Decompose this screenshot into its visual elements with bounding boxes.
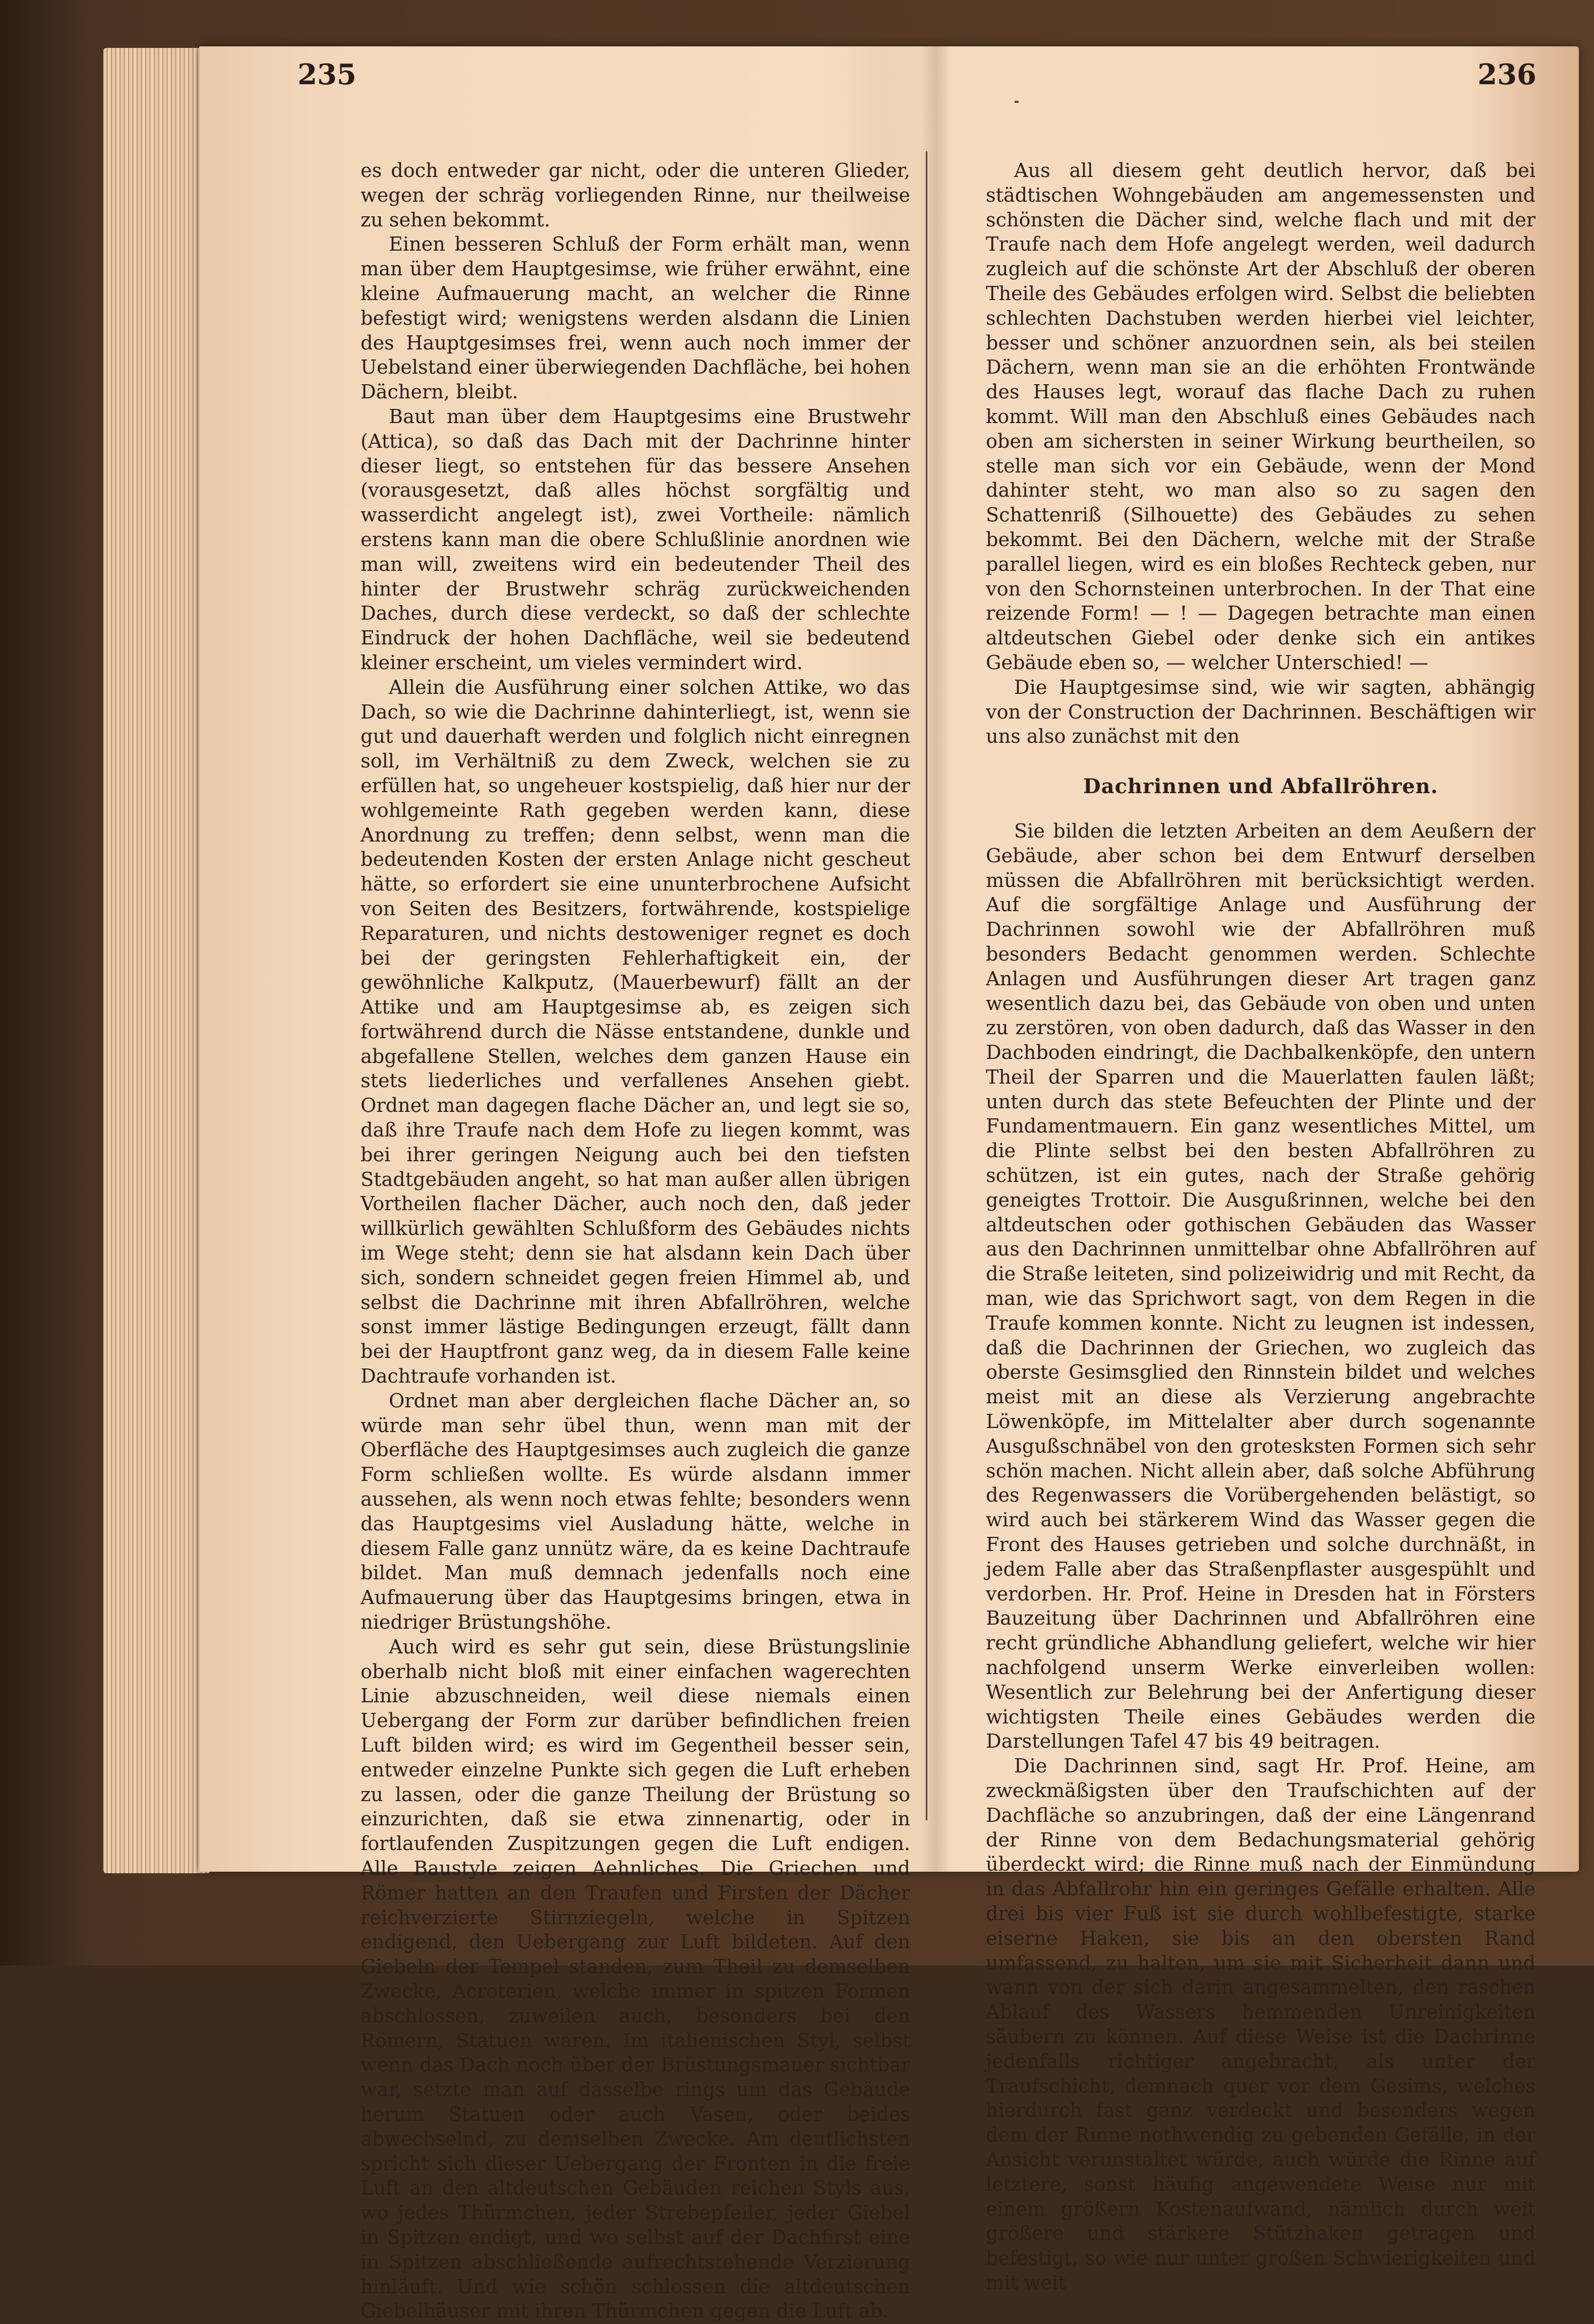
book-gutter [920, 46, 951, 1872]
paragraph: Ordnet man aber dergleichen flache Dächer an, so würde man sehr übel thun, wenn man mit der Oberfläche des Hauptgesimses auch zugleich die ganze Form schließen wollte. Es würde alsdann immer aussehen, als wenn noch etwas fehlte; besonders wenn das Hauptgesims viel Ausladung hätte, welche in diesem Falle ganz unnütz wäre, da es keine Dachtraufe bildet. Man muß demnach jedenfalls noch eine Aufmauerung über das Hauptgesims bringen, etwa in niedriger Brüstungshöhe. [361, 1390, 910, 1634]
left-text-column [361, 159, 910, 2324]
paragraph: Baut man über dem Hauptgesims eine Brustwehr (Attica), so daß das Dach mit der Dachrinne hinter dieser liegt, so entstehen für das bessere Ansehen (vorausgesetzt, daß alles höchst sorgfältig und wasserdicht angelegt ist), zwei Vortheile: nämlich erstens kann man die obere Schlußlinie anordnen wie man will, zweitens wird ein bedeutender Theil des hinter der Brustwehr schräg zurückweichenden Daches, durch diese verdeckt, so daß der schlechte Eindruck der hohen Dachfläche, weil sie bedeutend kleiner erscheint, um vieles vermindert wird. [361, 405, 910, 674]
paragraph: Auch wird es sehr gut sein, diese Brüstungslinie oberhalb nicht bloß mit einer einfachen wagerechten Linie abzuschneiden, weil diese niemals einen Uebergang der Form zur darüber befindlichen freien Luft bilden wird; es wird im Gegentheil besser sein, entweder einzelne Punkte sich gegen die Luft erheben zu lassen, oder die ganze Theilung der Brüstung so einzurichten, daß sie etwa zinnenartig, oder in fortlaufenden Zuspitzungen gegen die Luft endigen. Alle Baustyle zeigen Aehnliches. Die Griechen und Römer hatten an den Traufen und Firsten der Dächer reichverzierte Stirnziegeln, welche in Spitzen endigend, den Uebergang zur Luft bildeten. Auf den Giebeln der Tempel standen, zum Theil zu demselben Zwecke, Acroterien, welche immer in spitzen Formen abschlossen, zuweilen auch, besonders bei den Römern, Statuen waren. Im italienischen Styl, selbst wenn das Dach noch über der Brüstungsmauer sichtbar war, setzte man auf dasselbe rings um das Gebäude herum Statuen oder auch Vasen, oder beides abwechselnd, zu demselben Zwecke. Am deutlichsten spricht sich dieser Uebergang der Fronten in die freie Luft an den altdeutschen Gebäuden reichen Styls aus, wo jedes Thürmchen, jeder Strebepfeiler, jeder Giebel in Spitzen endigt, und wo selbst auf der Dachfirst eine in Spitzen abschließende aufrechtstehende Verzierung hinläuft. Und wie schön schlossen die altdeutschen Giebelhäuser mit ihren Thürmchen gegen die Luft ab. [361, 1636, 910, 2323]
paragraph: Allein die Ausführung einer solchen Attike, wo das Dach, so wie die Dachrinne dahinterliegt, ist, wenn sie gut und dauerhaft werden und folglich nicht einregnen soll, im Verhältniß zu dem Zweck, welchen sie zu erfüllen hat, so ungeheuer kostspielig, daß hier nur der wohlgemeinte Rath gegeben werden kann, diese Anordnung zu treffen; denn selbst, wenn man die bedeutenden Kosten der ersten Anlage nicht gescheut hätte, so erfordert sie eine ununterbrochene Aufsicht von Seiten des Besitzers, fortwährende, kostspielige Reparaturen, und nichts destoweniger regnet es doch bei der geringsten Fehlerhaftigkeit ein, der gewöhnliche Kalkputz, (Mauerbewurf) fällt an der Attike und am Hauptgesimse ab, es zeigen sich fortwährend durch die Nässe entstandene, dunkle und abgefallene Stellen, welches dem ganzen Hause ein stets liederliches und verfallenes Ansehen giebt. Ordnet man dagegen flache Dächer an, und legt sie so, daß ihre Traufe nach dem Hofe zu liegen kommt, was bei ihrer geringen Neigung auch bei den tiefsten Stadtgebäuden angeht, so hat man außer allen übrigen Vortheilen flacher Dächer, auch noch den, daß jeder willkürlich gewählten Schlußform des Gebäudes nichts im Wege steht; denn sie hat alsdann kein Dach über sich, sondern schneidet gegen freien Himmel ab, und selbst die Dachrinne mit ihren Abfallröhren, welche sonst immer lästige Bedingungen erzeugt, fällt dann bei der Hauptfront ganz weg, da in diesem Falle keine Dachtraufe vorhanden ist. [361, 676, 910, 1388]
paragraph: Aus all diesem geht deutlich hervor, daß bei städtischen Wohngebäuden am angemessensten und schönsten die Dächer sind, welche flach und mit der Traufe nach dem Hofe angelegt werden, weil dadurch zugleich auf die schönste Art der Abschluß der oberen Theile des Gebäudes erfolgen wird. Selbst die beliebten schlechten Dachstuben werden hierbei viel leichter, besser und schöner anzuordnen sein, als bei steilen Dächern, wenn man sie an die erhöhten Frontwände des Hauses legt, worauf das flache Dach zu ruhen kommt. Will man den Abschluß eines Gebäudes nach oben am sichersten in seiner Wirkung beurtheilen, so stelle man sich vor ein Gebäude, wenn der Mond dahinter steht, wo man also so zu sagen den Schattenriß (Silhouette) des Gebäudes zu sehen bekommt. Bei den Dächern, welche mit der Straße parallel liegen, wird es ein bloßes Rechteck geben, nur von den Schornsteinen unterbrochen. In der That eine reizende Form! — ! — Dagegen betrachte man einen altdeutschen Giebel oder denke sich ein antikes Gebäude eben so, — welcher Unterschied! — [986, 160, 1536, 674]
paragraph: Sie bilden die letzten Arbeiten an dem Aeußern der Gebäude, aber schon bei dem Entwurf derselben müssen die Abfallröhren mit berücksichtigt werden. Auf die sorgfältige Anlage und Ausführung der Dachrinnen sowohl wie der Abfallröhren muß besonders Bedacht genommen werden. Schlechte Anlagen und Ausführungen dieser Art tragen ganz wesentlich dazu bei, das Gebäude von oben und unten zu zerstören, von oben dadurch, daß das Wasser in den Dachboden eindringt, die Dachbalkenköpfe, den untern Theil der Sparren und die Mauerlatten faulen läßt; unten durch das stete Befeuchten der Plinte und der Fundamentmauern. Ein ganz wesentliches Mittel, um die Plinte selbst bei den besten Abfallröhren zu schützen, ist ein gutes, nach der Straße gehörig geneigtes Trottoir. Die Ausgußrinnen, welche bei den altdeutschen oder gothischen Gebäuden das Wasser aus den Dachrinnen unmittelbar ohne Abfallröhren auf die Straße leiteten, sind polizeiwidrig und mit Recht, da man, wie das Sprichwort sagt, von dem Regen in die Traufe kommen konnte. Nicht zu leugnen ist indessen, daß die Dachrinnen der Griechen, wo zugleich das oberste Gesimsglied den Rinnstein bildet und welches meist mit an diese als Verzierung angebrachte Löwenköpfe, im Mittelalter aber durch sogenannte Ausgußschnäbel von den grotesksten Formen sich sehr schön machen. Nicht allein aber, daß solche Abführung des Regenwassers die Vorübergehenden belästigt, so wird auch bei stärkerem Wind das Wasser gegen die Front des Hauses getrieben und solche durchnäßt, in jedem Falle aber das Straßenpflaster ausgespühlt und verdorben. Hr. Prof. Heine in Dresden hat in Försters Bauzeitung über Dachrinnen und Abfallröhren eine recht gründliche Abhandlung geliefert, welche wir hier nachfolgend unserm Werke einverleiben wollen: Wesentlich zur Belehrung bei der Anfertigung dieser wichtigsten Theile eines Gebäudes werden die Darstellungen Tafel 47 bis 49 beitragen. [986, 820, 1536, 1753]
paragraph: Die Dachrinnen sind, sagt Hr. Prof. Heine, am zweckmäßigsten über den Traufschichten auf der Dachfläche so anzubringen, daß der eine Längenrand der Rinne von dem Bedachungsmaterial gehörig überdeckt wird; die Rinne muß nach der Einmündung in das Abfallrohr hin ein geringes Gefälle erhalten. Alle drei bis vier Fuß ist sie durch wohlbefestigte, starke eiserne Haken, sie bis an den obersten Rand umfassend, zu halten, um sie mit Sicherheit dann und wann von der sich darin angesammelten, den raschen Ablauf des Wassers hemmenden Unreinigkeiten säubern zu können. Auf diese Weise ist die Dachrinne jedenfalls richtiger angebracht, als unter der Traufschicht, demnach quer vor dem Gesims, welches hierdurch fast ganz verdeckt und besonders wegen dem der Rinne nothwendig zu gebenden Gefälle, in der Ansicht verunstaltet würde, auch würde die Rinne auf letztere, sonst häufig angewendete Weise nur mit einem größern Kostenaufwand, nämlich durch weit größere und stärkere Stützhaken getragen und befestigt, so wie nur unter großen Schwierigkeiten und mit weit [986, 1755, 1536, 2294]
header-mark [1015, 101, 1019, 103]
page-number-right: 236 [1478, 58, 1537, 91]
page-edges [103, 48, 209, 1873]
paragraph: es doch entweder gar nicht, oder die unteren Glieder, wegen der schräg vorliegenden Rinne, nur theilweise zu sehen bekommt. [361, 160, 910, 231]
column-divider [926, 151, 927, 1820]
paragraph: Einen besseren Schluß der Form erhält man, wenn man über dem Hauptgesimse, wie früher erwähnt, eine kleine Aufmauerung macht, an welcher die Rinne befestigt wird; wenigstens werden alsdann die Linien des Hauptgesimses frei, wenn auch noch immer der Uebelstand einer überwiegenden Dachfläche, bei hohen Dächern, bleibt. [361, 233, 910, 404]
paragraph: Die Hauptgesimse sind, wie wir sagten, abhängig von der Construction der Dachrinnen. Beschäftigen wir uns also zunächst mit den [986, 676, 1536, 748]
page-number-left: 235 [298, 58, 357, 91]
right-text-column [986, 159, 1536, 2296]
section-heading: Dachrinnen und Abfallröhren. [1083, 774, 1438, 799]
